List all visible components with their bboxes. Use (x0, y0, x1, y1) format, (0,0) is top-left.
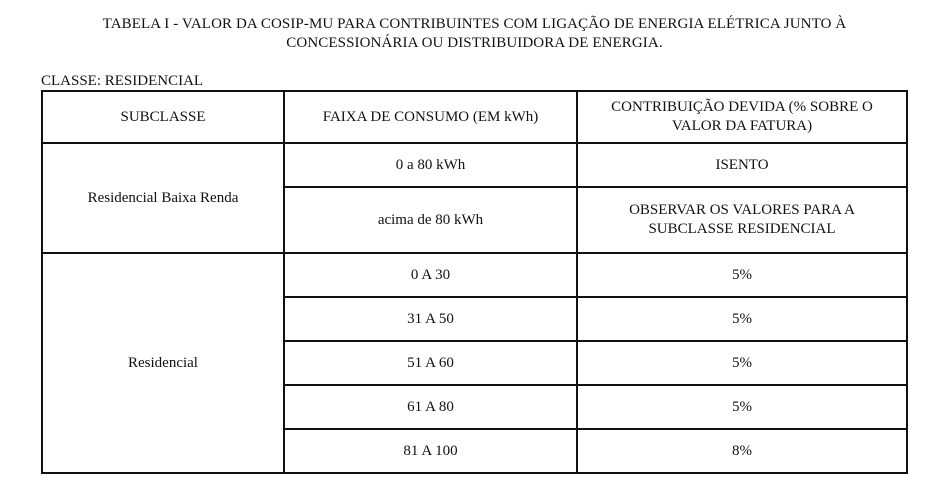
table-header-row (42, 91, 907, 143)
faixa-cell: acima de 80 kWh (284, 187, 577, 253)
document-title-line-2: CONCESSIONÁRIA OU DISTRIBUIDORA DE ENERGIA. (286, 35, 663, 51)
document-title (0, 15, 949, 53)
contribuicao-cell: 5% (577, 385, 907, 429)
contribuicao-cell: ISENTO (577, 143, 907, 187)
contribuicao-cell: 5% (577, 253, 907, 297)
table-row (42, 143, 907, 187)
cosip-table (41, 90, 908, 474)
contribuicao-cell: 8% (577, 429, 907, 473)
contribuicao-cell: 5% (577, 297, 907, 341)
header-subclasse: SUBCLASSE (42, 91, 284, 143)
faixa-cell: 61 A 80 (284, 385, 577, 429)
faixa-cell: 81 A 100 (284, 429, 577, 473)
faixa-cell: 0 a 80 kWh (284, 143, 577, 187)
faixa-cell: 0 A 30 (284, 253, 577, 297)
faixa-cell: 51 A 60 (284, 341, 577, 385)
header-faixa-consumo: FAIXA DE CONSUMO (EM kWh) (284, 91, 577, 143)
document-title-line-1: TABELA I - VALOR DA COSIP-MU PARA CONTRIBUINTES COM LIGAÇÃO DE ENERGIA ELÉTRICA JUNTO À (102, 16, 847, 32)
table-row (42, 253, 907, 297)
contribuicao-cell: 5% (577, 341, 907, 385)
contribuicao-cell: OBSERVAR OS VALORES PARA A SUBCLASSE RESIDENCIAL (577, 187, 907, 253)
subclasse-cell-residencial: Residencial (42, 253, 284, 473)
header-contribuicao: CONTRIBUIÇÃO DEVIDA (% SOBRE O VALOR DA FATURA) (577, 91, 907, 143)
classe-label: CLASSE: RESIDENCIAL (41, 73, 204, 89)
subclasse-cell-baixa-renda: Residencial Baixa Renda (42, 143, 284, 253)
faixa-cell: 31 A 50 (284, 297, 577, 341)
